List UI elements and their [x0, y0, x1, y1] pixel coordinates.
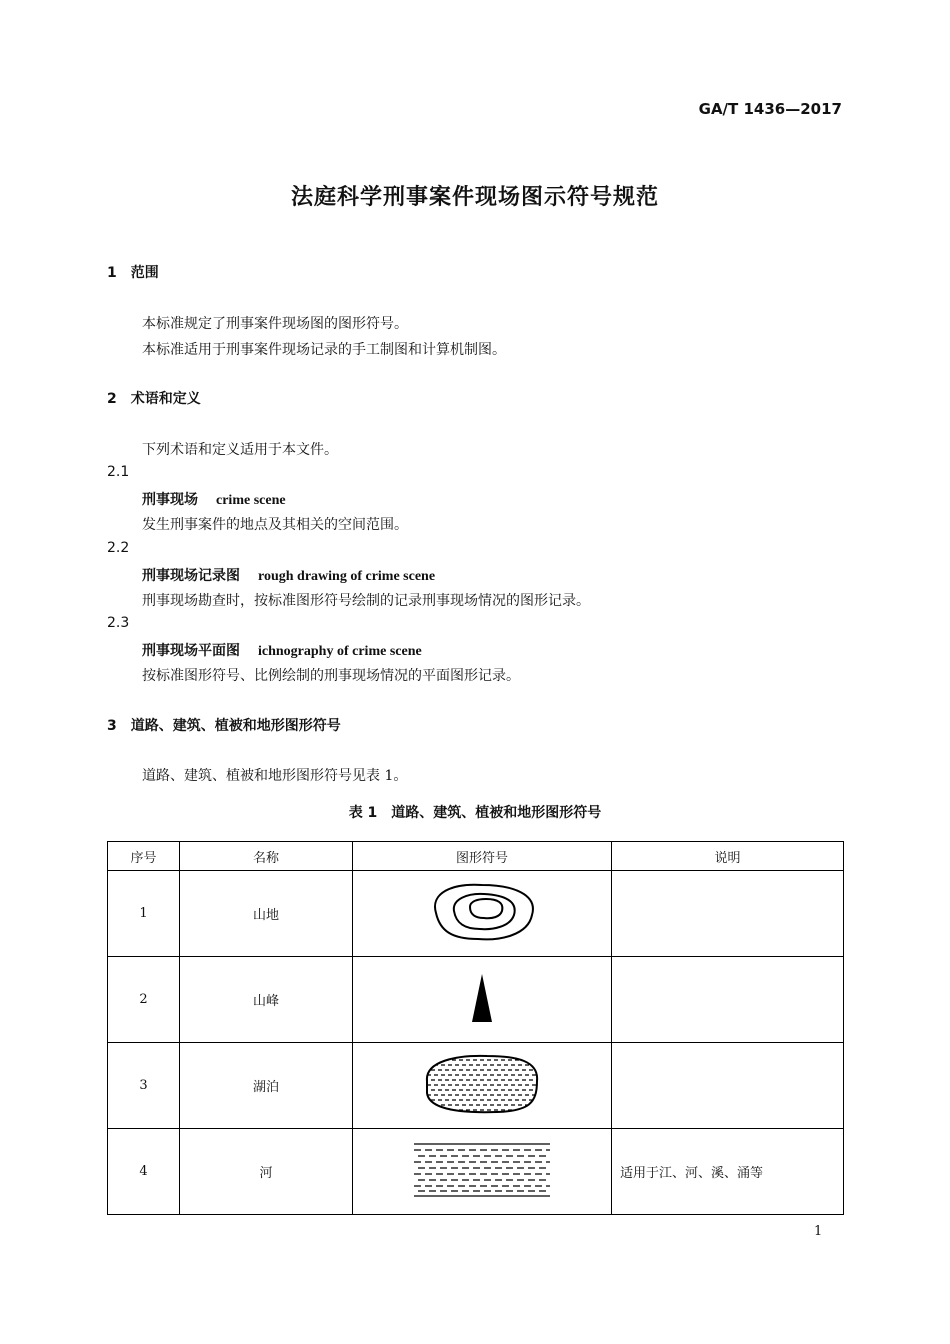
term-zh: 刑事现场平面图 — [142, 643, 240, 659]
page-number: 1 — [814, 1224, 823, 1239]
header-cell: 序号 — [108, 842, 180, 871]
section-3-intro: 道路、建筑、植被和地形图形符号见表 1。 — [142, 768, 408, 784]
river-dashed-symbol — [412, 1140, 552, 1200]
term-zh: 刑事现场 — [142, 492, 198, 508]
peak-triangle-symbol — [467, 970, 497, 1026]
term-definition: 刑事现场勘查时，按标准图形符号绘制的记录刑事现场情况的图形记录。 — [142, 593, 590, 609]
header-cell: 名称 — [180, 842, 353, 871]
row-number: 1 — [108, 871, 180, 957]
section-3-heading: 3 道路、建筑、植被和地形图形符号 — [107, 718, 341, 734]
lake-dashed-symbol — [417, 1051, 547, 1117]
row-name: 河 — [180, 1129, 353, 1215]
term-number: 2.3 — [107, 615, 130, 631]
row-name: 山地 — [180, 871, 353, 957]
section-1-paragraph: 本标准规定了刑事案件现场图的图形符号。 — [142, 316, 408, 332]
table-header-row — [108, 842, 844, 871]
row-symbol — [353, 871, 612, 957]
term-zh: 刑事现场记录图 — [142, 568, 240, 584]
table-row — [108, 957, 844, 1043]
standard-code: GA/T 1436—2017 — [698, 100, 842, 118]
term-en: rough drawing of crime scene — [258, 569, 436, 584]
term-en: crime scene — [216, 493, 286, 508]
row-note: 适用于江、河、溪、涌等 — [612, 1129, 844, 1215]
term-number: 2.2 — [107, 540, 130, 556]
row-symbol — [353, 1043, 612, 1129]
term-number: 2.1 — [107, 464, 130, 480]
term-definition: 按标准图形符号、比例绘制的刑事现场情况的平面图形记录。 — [142, 668, 520, 684]
table-row — [108, 1043, 844, 1129]
row-note — [612, 871, 844, 957]
term-title — [142, 565, 435, 585]
section-2-intro: 下列术语和定义适用于本文件。 — [142, 442, 338, 458]
row-note — [612, 1043, 844, 1129]
header-cell: 说明 — [612, 842, 844, 871]
document-title: 法庭科学刑事案件现场图示符号规范 — [290, 185, 659, 210]
term-title — [142, 640, 422, 660]
symbols-table — [107, 841, 844, 1215]
term-en: ichnography of crime scene — [258, 644, 422, 659]
row-number: 3 — [108, 1043, 180, 1129]
row-symbol — [353, 1129, 612, 1215]
row-name: 山峰 — [180, 957, 353, 1043]
row-note — [612, 957, 844, 1043]
term-title — [142, 489, 286, 509]
contour-lines-symbol — [422, 877, 542, 947]
table-caption: 表 1 道路、建筑、植被和地形图形符号 — [348, 805, 602, 821]
row-number: 4 — [108, 1129, 180, 1215]
table-row — [108, 871, 844, 957]
table-row — [108, 1129, 844, 1215]
term-definition: 发生刑事案件的地点及其相关的空间范围。 — [142, 517, 408, 533]
section-2-heading: 2 术语和定义 — [107, 391, 201, 407]
section-1-paragraph: 本标准适用于刑事案件现场记录的手工制图和计算机制图。 — [142, 342, 506, 358]
row-name: 湖泊 — [180, 1043, 353, 1129]
row-symbol — [353, 957, 612, 1043]
header-cell: 图形符号 — [353, 842, 612, 871]
section-1-heading: 1 范围 — [107, 265, 159, 281]
row-number: 2 — [108, 957, 180, 1043]
